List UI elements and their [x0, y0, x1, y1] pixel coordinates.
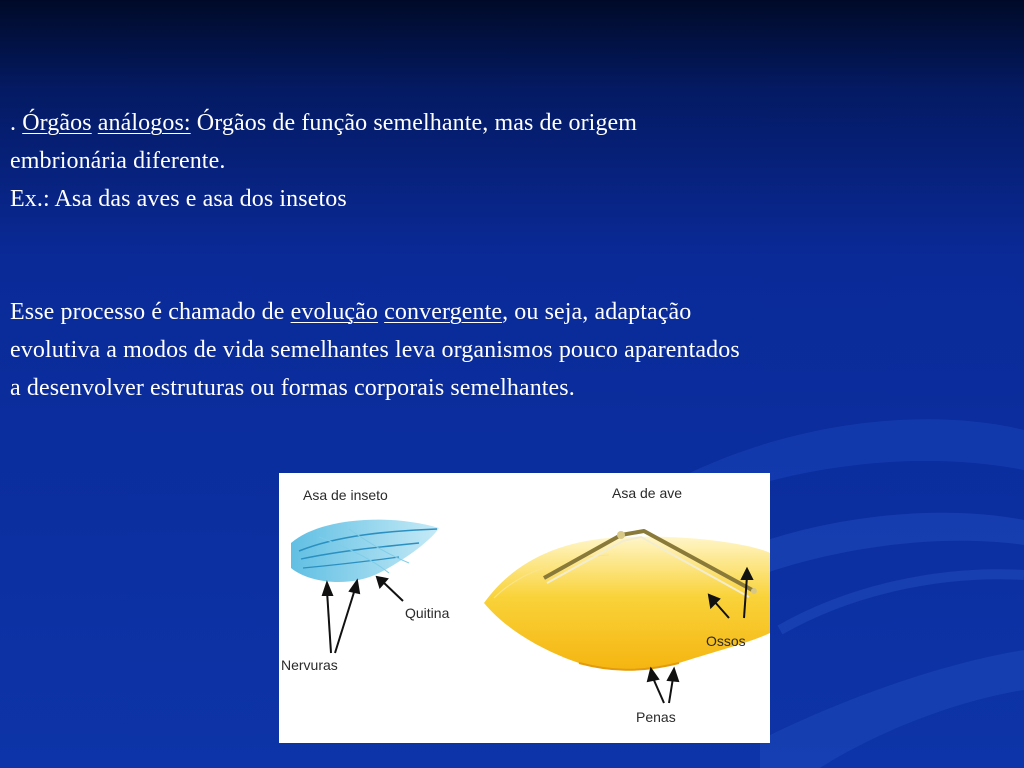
label-penas: Penas [636, 709, 676, 725]
term-orgaos: Órgãos [22, 110, 92, 136]
label-quitina: Quitina [405, 605, 450, 621]
term-evolucao: evolução [290, 299, 379, 325]
insect-arrows [323, 577, 403, 653]
bullet-lead: . [10, 110, 23, 136]
convergence-line-1 [10, 293, 1010, 331]
definition-line-1 [10, 104, 1010, 142]
definition-text: Órgãos de função semelhante, mas de origem [190, 110, 638, 136]
wings-figure [279, 473, 770, 743]
convergence-line-2: evolutiva a modos de vida semelhantes leva organismos pouco aparentados [10, 337, 740, 363]
term-analogos: análogos: [97, 110, 191, 136]
insect-wing [291, 520, 439, 582]
term-convergente: convergente [384, 299, 503, 325]
convergence-rest: , ou seja, adaptação [502, 299, 692, 325]
bird-wing-title: Asa de ave [612, 485, 683, 501]
convergence-lead: Esse processo é chamado de [10, 299, 291, 325]
convergence-line-3: a desenvolver estruturas ou formas corporais semelhantes. [10, 375, 575, 401]
label-nervuras: Nervuras [281, 657, 338, 673]
example-line: Ex.: Asa das aves e asa dos insetos [10, 186, 347, 212]
convergence-paragraph [10, 293, 1010, 407]
insect-wing-title: Asa de inseto [303, 487, 388, 503]
wings-illustration [279, 473, 770, 743]
definition-paragraph [10, 104, 1010, 218]
definition-line-2: embrionária diferente. [10, 148, 226, 174]
label-ossos: Ossos [706, 633, 746, 649]
